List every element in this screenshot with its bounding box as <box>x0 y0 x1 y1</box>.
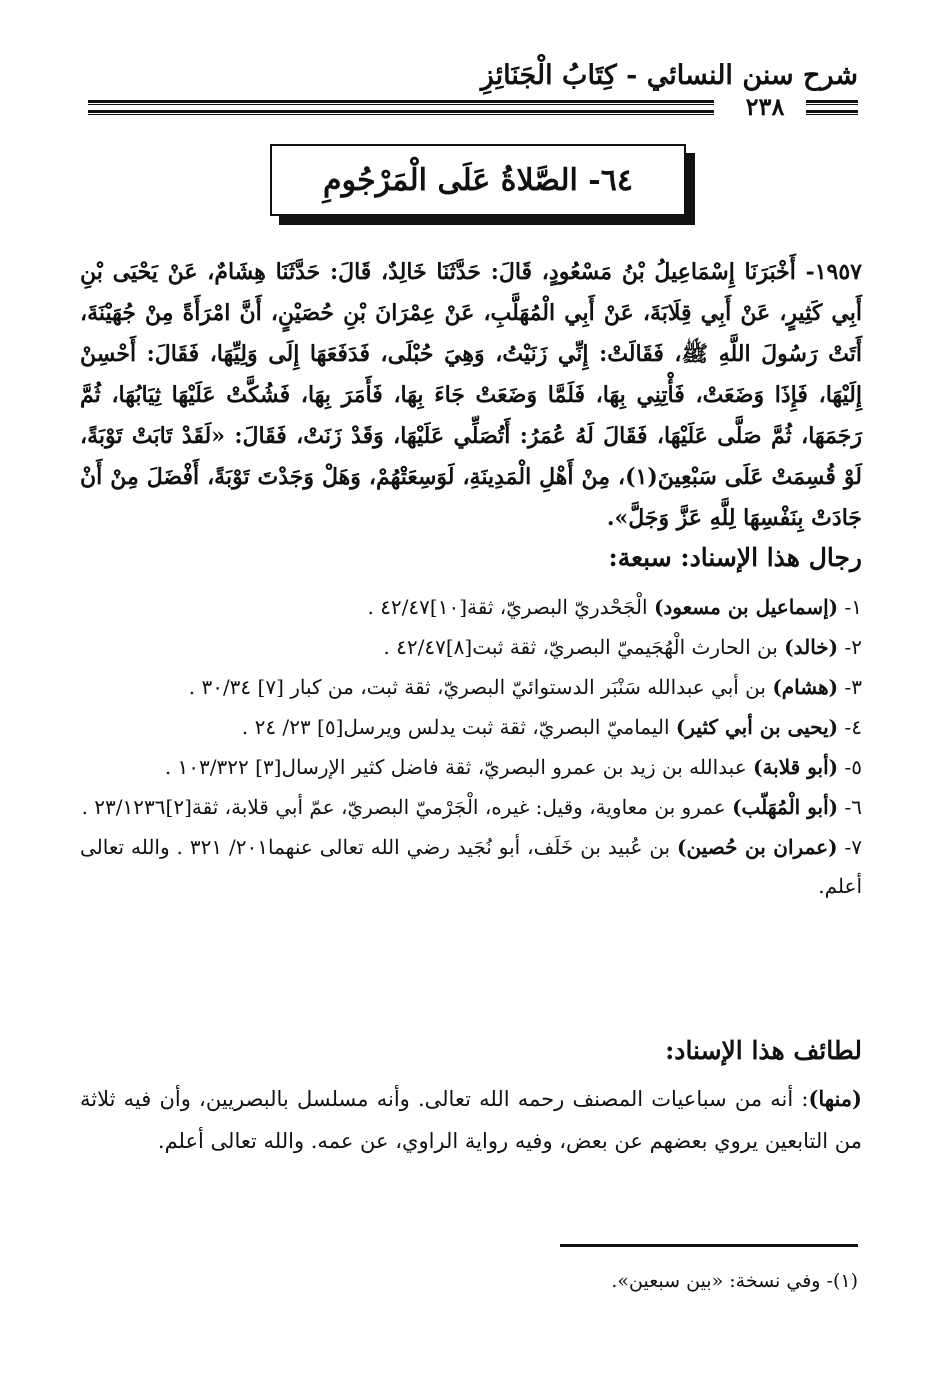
narrator-item: ٧- (عمران بن حُصين) بن عُبيد بن خَلَف، أبو نُجَيد رضي الله تعالى عنهما٢٠١/ ٣٢١ . والله تعالى أعلم. <box>80 835 862 898</box>
lataif-heading: لطائف هذا الإسناد: <box>665 1036 862 1065</box>
narrator-item: ١- (إسماعيل بن مسعود) الْجَحْدريّ البصريّ، ثقة[١٠]٤٢/٤٧ . <box>367 595 862 619</box>
lataif-paragraph <box>80 1078 862 1162</box>
chapter-title: ٦٤- الصَّلاةُ عَلَى الْمَرْجُومِ <box>323 162 633 198</box>
lataif-text: : أنه من سباعيات المصنف رحمه الله تعالى. وأنه مسلسل بالبصريين، وأن فيه ثلاثة من التابعين يروي بعضهم عن بعض، وفيه رواية الراوي، عن عمه. والله تعالى أعلم. <box>80 1087 862 1153</box>
narrator-item: ٤- (يحيى بن أبي كثير) اليماميّ البصريّ، ثقة ثبت يدلس ويرسل[٥] ٢٣/ ٢٤ . <box>241 715 862 739</box>
chapter-title-box <box>270 144 686 216</box>
hadith-text: ١٩٥٧- أَخْبَرَنَا إِسْمَاعِيلُ بْنُ مَسْعُودٍ، قَالَ: حَدَّثَنَا خَالِدٌ، قَالَ: حَدَّثَنَا هِشَامٌ، عَنْ يَحْيَى بْنِ أَبِي كَثِيرٍ، عَنْ أَبِي قِلَابَةَ، عَنْ أَبِي الْمُهَلَّبِ، عَنْ عِمْرَانَ بْنِ حُصَيْنٍ، أَنَّ امْرَأَةً مِنْ جُهَيْنَةَ، أَتَتْ رَسُولَ اللَّهِ ﷺ، فَقَالَتْ: إِنِّي زَنَيْتُ، وَهِيَ حُبْلَى، فَدَفَعَهَا إِلَى وَلِيِّهَا، فَقَالَ: أَحْسِنْ إِلَيْهَا، فَإِذَا وَضَعَتْ، فَأْتِنِي بِهَا، فَلَمَّا وَضَعَتْ جَاءَ بِهَا، فَأَمَرَ بِهَا، فَشُكَّتْ عَلَيْهَا ثِيَابُهَا، ثُمَّ رَجَمَهَا، ثُمَّ صَلَّى عَلَيْهَا، فَقَالَ لَهُ عُمَرُ: أَتُصَلِّي عَلَيْهَا، وَقَدْ زَنَتْ، فَقَالَ: «لَقَدْ تَابَتْ تَوْبَةً، لَوْ قُسِمَتْ عَلَى سَبْعِينَ(١)، مِنْ أَهْلِ الْمَدِينَةِ، لَوَسِعَتْهُمْ، وَهَلْ وَجَدْتَ تَوْبَةً، أَفْضَلَ مِنْ أَنْ جَادَتْ بِنَفْسِهَا لِلَّهِ عَزَّ وَجَلَّ». <box>80 259 862 531</box>
page-number: ٢٣٨ <box>745 92 785 121</box>
narrator-name: (يحيى بن أبي كثير) <box>675 715 839 739</box>
narrator-name: (خالد) <box>784 635 839 659</box>
header-rule <box>88 110 714 115</box>
footnote: (١)- وفي نسخة: «بين سبعين». <box>611 1270 858 1292</box>
narrator-item: ٣- (هشام) بن أبي عبدالله سَنْبَر الدستوائيّ البصريّ، ثقة ثبت، من كبار [٧] ٣٠/٣٤ . <box>188 675 862 699</box>
footnote-separator <box>560 1244 858 1247</box>
lataif-lead: (منها) <box>808 1086 862 1111</box>
header-rule <box>88 100 714 105</box>
narrator-name: (أبو الْمُهَلّب) <box>732 795 839 819</box>
narrator-name: (هشام) <box>772 675 839 699</box>
narrator-item: ٦- (أبو الْمُهَلّب) عمرو بن معاوية، وقيل: غيره، الْجَرْميّ البصريّ، عمّ أبي قلابة، ثقة[٢]٢٣/١٢٣٦ . <box>81 795 862 819</box>
narrator-name: (إسماعيل بن مسعود) <box>653 595 839 619</box>
narrator-name: (عمران بن حُصين) <box>677 835 838 859</box>
running-header-title: شرح سنن النسائي - كِتَابُ الْجَنَائِزِ <box>480 60 858 91</box>
narrator-name: (أبو قلابة) <box>752 755 839 779</box>
rijal-heading: رجال هذا الإسناد: سبعة: <box>608 543 862 572</box>
header-rule <box>806 110 858 115</box>
narrator-item: ٢- (خالد) بن الحارث الْهُجَيميّ البصريّ، ثقة ثبت[٨]٤٢/٤٧ . <box>383 635 862 659</box>
header-rule <box>806 100 858 105</box>
narrator-list <box>80 588 862 907</box>
narrator-item: ٥- (أبو قلابة) عبدالله بن زيد بن عمرو البصريّ، ثقة فاضل كثير الإرسال[٣] ١٠٣/٣٢٢ . <box>164 755 862 779</box>
